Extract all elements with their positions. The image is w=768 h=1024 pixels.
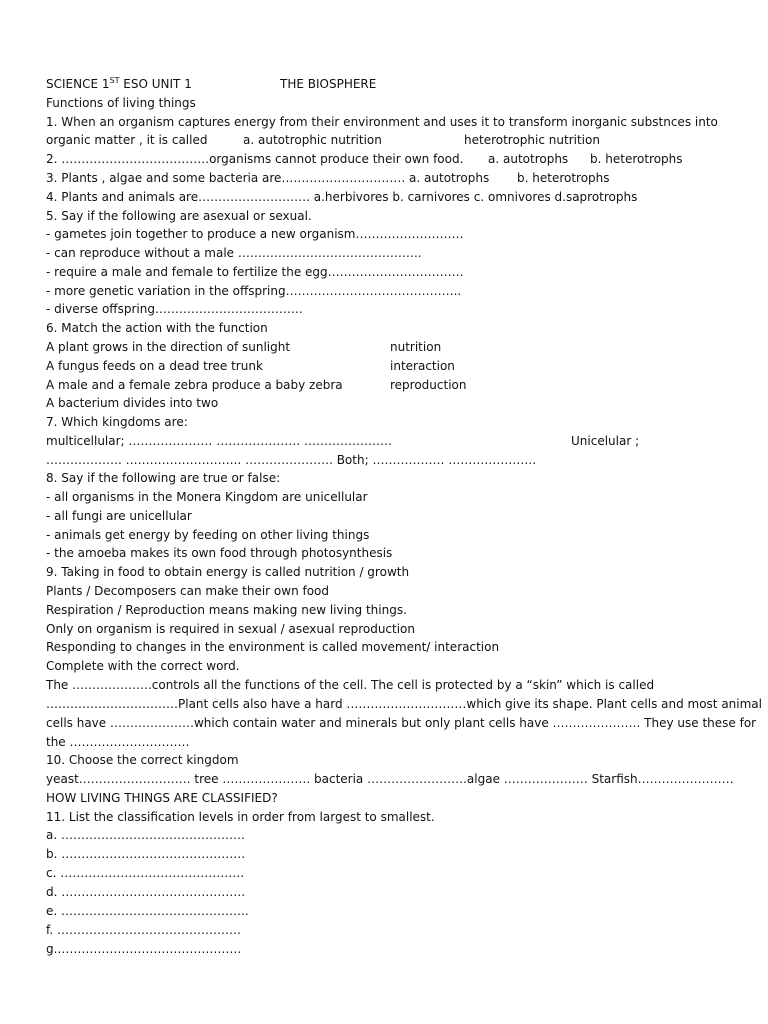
question-4: 4. Plants and animals are………………………. a.herbivores b. carnivores c. omnivores d.saprotrophs xyxy=(46,190,638,204)
cell-paragraph-line: The ………………..controls all the functions of the cell. The cell is protected by a “skin” which is called xyxy=(46,678,655,692)
question-1-line-2: organic matter , it is called xyxy=(46,133,208,147)
list-item: - all fungi are unicellular xyxy=(46,509,192,523)
question-7-title: 7. Which kingdoms are: xyxy=(46,415,188,429)
question-9-line: Only on organism is required in sexual / asexual reproduction xyxy=(46,622,416,636)
list-item: b. ………………………………………. xyxy=(46,847,246,861)
action-item: A bacterium divides into two xyxy=(46,396,219,410)
list-item: - can reproduce without a male ………………………………………. xyxy=(46,246,422,260)
cell-paragraph-line: ……………………………Plant cells also have a hard …………………………which give its shape. Plant cells and most animal xyxy=(46,697,762,711)
question-9-line: Plants / Decomposers can make their own food xyxy=(46,584,330,598)
question-5-title: 5. Say if the following are asexual or sexual. xyxy=(46,209,312,223)
question-1-option-b: heterotrophic nutrition xyxy=(464,133,600,147)
question-2: 2. ……………………………….organisms cannot produce their own food. xyxy=(46,152,464,166)
unicellular-label: Unicelular ; xyxy=(571,434,640,448)
course-label: SCIENCE 1 xyxy=(46,77,110,91)
list-item: - require a male and female to fertilize the egg……………………………. xyxy=(46,265,464,279)
cell-paragraph-line: the ………………………… xyxy=(46,735,190,749)
list-item: - diverse offspring………………………………. xyxy=(46,302,303,316)
list-item: - all organisms in the Monera Kingdom are unicellular xyxy=(46,490,368,504)
question-11-title: 11. List the classification levels in order from largest to smallest. xyxy=(46,810,435,824)
list-item: f. ………………………………………. xyxy=(46,923,241,937)
question-6-title: 6. Match the action with the function xyxy=(46,321,268,335)
list-item: - gametes join together to produce a new organism……………………… xyxy=(46,227,464,241)
page-title: THE BIOSPHERE xyxy=(280,77,377,91)
question-3: 3. Plants , algae and some bacteria are…………………………. a. autotrophs xyxy=(46,171,490,185)
question-9-line: 9. Taking in food to obtain energy is called nutrition / growth xyxy=(46,565,410,579)
course-superscript: ST xyxy=(109,76,120,85)
unit-label: ESO UNIT 1 xyxy=(119,77,192,91)
question-9-line: Complete with the correct word. xyxy=(46,659,240,673)
action-item: A male and a female zebra produce a baby zebra xyxy=(46,378,343,392)
list-item: g.………………………………………. xyxy=(46,942,242,956)
function-item: nutrition xyxy=(390,340,442,354)
question-10-title: 10. Choose the correct kingdom xyxy=(46,753,239,767)
question-3-option-b: b. heterotrophs xyxy=(517,171,610,185)
multicellular-line: multicellular; ………………… ………………… …………………. xyxy=(46,434,392,448)
section-heading: HOW LIVING THINGS ARE CLASSIFIED? xyxy=(46,791,278,805)
cell-paragraph-line: cells have …………………which contain water and minerals but only plant cells have …………………. They use these for xyxy=(46,716,757,730)
question-2-option-b: b. heterotrophs xyxy=(590,152,683,166)
section-title: Functions of living things xyxy=(46,96,196,110)
function-item: reproduction xyxy=(390,378,467,392)
question-10-line: yeast………………………. tree …………………. bacteria …………………….algae ………………… Starfish…………………… xyxy=(46,772,734,786)
question-9-line: Responding to changes in the environment is called movement/ interaction xyxy=(46,640,500,654)
list-item: c. ………………………………………. xyxy=(46,866,245,880)
action-item: A fungus feeds on a dead tree trunk xyxy=(46,359,263,373)
question-2-option-a: a. autotrophs xyxy=(488,152,569,166)
unit-header xyxy=(46,76,192,92)
function-item: interaction xyxy=(390,359,455,373)
list-item: a. ………………………………………. xyxy=(46,828,245,842)
list-item: e. ……………………………………….. xyxy=(46,904,249,918)
list-item: - more genetic variation in the offspring…………………………………….. xyxy=(46,284,462,298)
action-item: A plant grows in the direction of sunlight xyxy=(46,340,291,354)
list-item: d. ………………………………………. xyxy=(46,885,246,899)
question-8-title: 8. Say if the following are true or false: xyxy=(46,471,281,485)
list-item: - animals get energy by feeding on other living things xyxy=(46,528,370,542)
question-1-option-a: a. autotrophic nutrition xyxy=(243,133,382,147)
question-9-line: Respiration / Reproduction means making new living things. xyxy=(46,603,407,617)
kingdoms-line-2: ………………. ……………………….. …………………. Both; ……………… …………………. xyxy=(46,453,537,467)
question-1-line-1: 1. When an organism captures energy from their environment and uses it to transform inorganic substnces into xyxy=(46,115,718,129)
list-item: - the amoeba makes its own food through photosynthesis xyxy=(46,546,393,560)
